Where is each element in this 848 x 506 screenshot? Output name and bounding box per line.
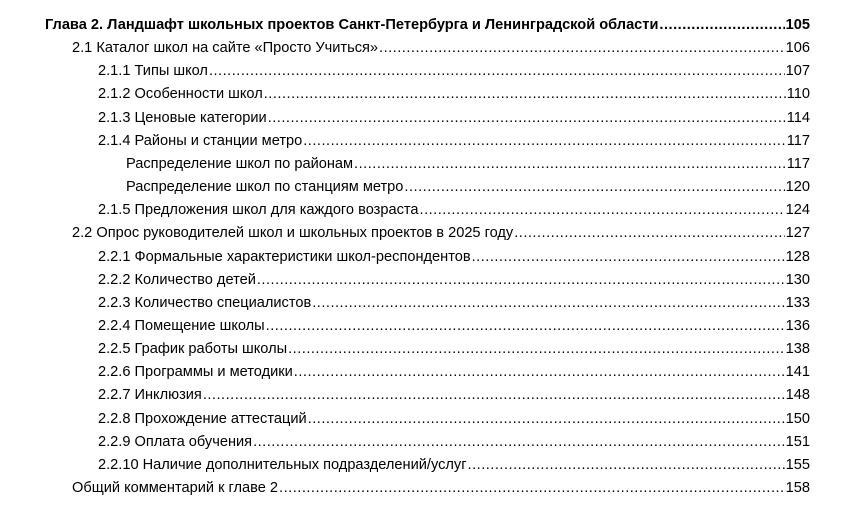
toc-dot-leader <box>209 60 785 82</box>
toc-entry[interactable] <box>98 269 810 291</box>
toc-entry[interactable] <box>98 315 810 337</box>
toc-entry-page-number: 148 <box>785 387 810 404</box>
toc-dot-leader <box>420 199 785 221</box>
toc-entry[interactable] <box>72 222 810 244</box>
toc-entry[interactable] <box>98 292 810 314</box>
toc-dot-leader <box>264 83 786 105</box>
toc-entry-title: Глава 2. Ландшафт школьных проектов Санкт-Петербурга и Ленинградской области <box>45 17 659 33</box>
toc-entry[interactable] <box>98 107 810 129</box>
toc-entry-title: 2.2.7 Инклюзия <box>98 387 202 404</box>
toc-entry-page-number: 128 <box>785 248 810 265</box>
toc-entry-page-number: 117 <box>786 132 810 149</box>
toc-dot-leader <box>659 14 784 36</box>
toc-entry[interactable] <box>98 408 810 430</box>
toc-entry-title: 2.2.9 Оплата обучения <box>98 433 253 450</box>
toc-entry[interactable] <box>72 477 810 499</box>
toc-entry[interactable] <box>72 37 810 59</box>
toc-entry-page-number: 127 <box>785 225 810 242</box>
toc-dot-leader <box>288 338 785 360</box>
toc-entry-page-number: 117 <box>786 155 810 172</box>
toc-entry-title: 2.1.3 Ценовые категории <box>98 109 267 126</box>
toc-dot-leader <box>294 361 785 383</box>
toc-entry-title: 2.1.5 Предложения школ для каждого возраста <box>98 202 419 219</box>
toc-dot-leader <box>268 107 786 129</box>
toc-entry-page-number: 124 <box>785 202 810 219</box>
toc-entry[interactable] <box>98 384 810 406</box>
toc-entry[interactable] <box>126 153 810 175</box>
toc-entry[interactable] <box>98 361 810 383</box>
toc-entry-page-number: 110 <box>786 86 810 103</box>
toc-dot-leader <box>308 408 785 430</box>
toc-entry[interactable] <box>98 338 810 360</box>
toc-entry-title: Распределение школ по районам <box>126 155 354 172</box>
toc-entry-page-number: 158 <box>785 480 810 496</box>
toc-entry-title: 2.2.6 Программы и методики <box>98 364 293 381</box>
toc-entry-page-number: 138 <box>785 341 810 358</box>
toc-entry[interactable] <box>45 14 810 36</box>
toc-entry[interactable] <box>98 431 810 453</box>
toc-entry-title: 2.2.4 Помещение школы <box>98 317 265 334</box>
toc-entry-page-number: 105 <box>785 17 810 33</box>
toc-dot-leader <box>266 315 785 337</box>
toc-entry-page-number: 107 <box>785 63 810 80</box>
toc-dot-leader <box>468 454 785 476</box>
toc-entry[interactable] <box>98 454 810 476</box>
toc-entry-title: 2.2 Опрос руководителей школ и школьных проектов в 2025 году <box>72 225 514 242</box>
toc-entry-page-number: 141 <box>785 364 810 381</box>
toc-entry-title: 2.2.1 Формальные характеристики школ-респондентов <box>98 248 471 265</box>
toc-entry-page-number: 114 <box>786 109 810 126</box>
toc-entry-title: 2.2.8 Прохождение аттестаций <box>98 410 307 427</box>
toc-entry-page-number: 133 <box>785 294 810 311</box>
toc-entry-title: 2.2.5 График работы школы <box>98 341 288 358</box>
toc-entry-title: 2.2.10 Наличие дополнительных подразделений/услуг <box>98 456 467 473</box>
toc-entry[interactable] <box>126 176 810 198</box>
toc-entry-page-number: 155 <box>785 456 810 473</box>
toc-dot-leader <box>354 153 786 175</box>
toc-entry[interactable] <box>98 130 810 152</box>
toc-dot-leader <box>257 269 785 291</box>
toc-entry-page-number: 150 <box>785 410 810 427</box>
toc-dot-leader <box>203 384 785 406</box>
toc-dot-leader <box>279 477 785 499</box>
toc-entry-title: 2.2.2 Количество детей <box>98 271 256 288</box>
toc-dot-leader <box>379 37 785 59</box>
toc-dot-leader <box>312 292 784 314</box>
toc-entry[interactable] <box>98 199 810 221</box>
toc-entry-page-number: 120 <box>785 179 810 196</box>
toc-entry-title: 2.1.2 Особенности школ <box>98 86 263 103</box>
toc-entry-page-number: 151 <box>785 433 810 450</box>
toc-entry[interactable] <box>98 246 810 268</box>
toc-entry-title: 2.1.1 Типы школ <box>98 63 208 80</box>
toc-dot-leader <box>303 130 785 152</box>
toc-entry[interactable] <box>98 60 810 82</box>
toc-dot-leader <box>253 431 785 453</box>
toc-entry-title: Распределение школ по станциям метро <box>126 179 404 196</box>
toc-dot-leader <box>472 246 785 268</box>
toc-entry-title: 2.1.4 Районы и станции метро <box>98 132 303 149</box>
toc-dot-leader <box>514 222 784 244</box>
toc-entry-page-number: 130 <box>785 271 810 288</box>
toc-dot-leader <box>404 176 784 198</box>
toc-entry-title: Общий комментарий к главе 2 <box>72 480 279 496</box>
toc-entry-title: 2.2.3 Количество специалистов <box>98 294 312 311</box>
toc-entry-title: 2.1 Каталог школ на сайте «Просто Учиться» <box>72 40 379 57</box>
toc-entry[interactable] <box>98 83 810 105</box>
toc-entry-page-number: 136 <box>785 317 810 334</box>
toc-entry-page-number: 106 <box>785 40 810 57</box>
